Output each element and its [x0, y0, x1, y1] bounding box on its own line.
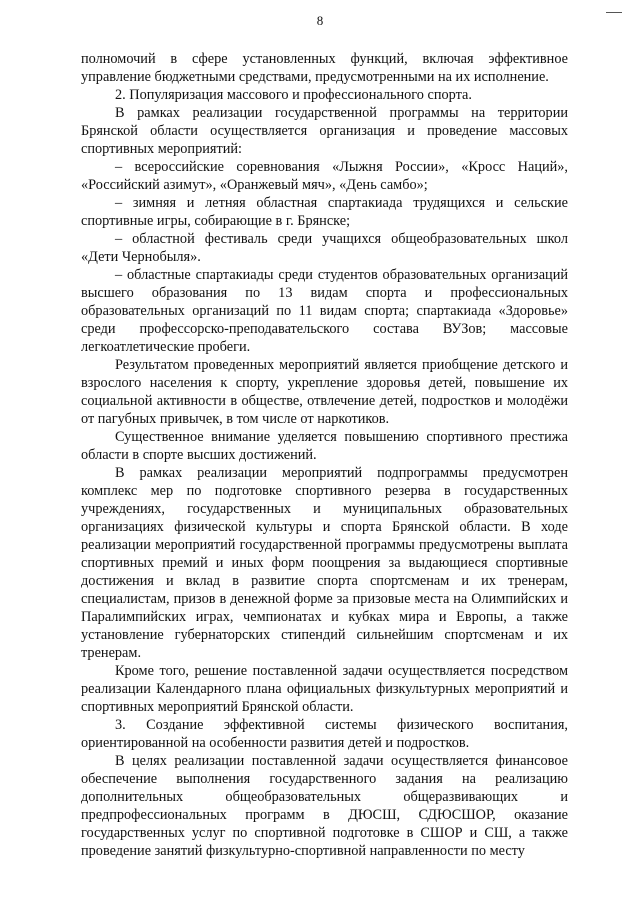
list-item-1: – всероссийские соревнования «Лыжня России», «Кросс Наций», «Российский азимут», «Оранжевый мяч», «День самбо»;	[81, 159, 568, 193]
paragraph-financing: В целях реализации поставленной задачи осуществляется финансовое обеспечение выполнения государственного задания на реализацию дополнительных общеобразовательных общеразвивающих и предпрофессиональных программ в ДЮСШ, СДЮСШОР, оказание государственных услуг по спортивной подготовке в СШОР и СШ, а также проведение занятий физкультурно-спортивной направленности по месту	[81, 753, 568, 859]
paragraph-subprogram: В рамках реализации мероприятий подпрограммы предусмотрен комплекс мер по подготовке спортивного резерва в государственных учреждениях, государственных и муниципальных образовательных организациях физической культуры и спорта Брянской области. В ходе реализации мероприятий государственной программы предусмотрены выплата спортивных премий и иных форм поощрения за выдающиеся спортивные достижения и вклад в развитие спорта спортсменам и их тренерам, специалистам, призов в денежной форме за призовые места на Олимпийских и Паралимпийских играх, чемпионатах и кубках мира и Европы, а также установление губернаторских стипендий сильнейшим спортсменам и их тренерам.	[81, 465, 568, 661]
list-item-4: – областные спартакиады среди студентов образовательных организаций высшего образования по 13 видам спорта и профессиональных образовательных организаций по 11 видам спорта; спартакиада «Здоровье» среди профессорско-преподавательского состава ВУЗов; массовые легкоатлетические пробеги.	[81, 267, 568, 355]
document-body	[81, 50, 568, 860]
paragraph-2: 2. Популяризация массового и профессионального спорта.	[115, 87, 472, 103]
paragraph-prestige: Существенное внимание уделяется повышению спортивного престижа области в спорте высших достижений.	[81, 429, 568, 463]
paragraph-task-3: 3. Создание эффективной системы физического воспитания, ориентированной на особенности развития детей и подростков.	[81, 717, 568, 751]
paragraph-1: полномочий в сфере установленных функций, включая эффективное управление бюджетными средствами, предусмотренными на их исполнение.	[81, 51, 568, 85]
paragraph-3: В рамках реализации государственной программы на территории Брянской области осуществляется организация и проведение массовых спортивных мероприятий:	[81, 105, 568, 157]
page-number: 8	[316, 13, 324, 28]
list-item-3: – областной фестиваль среди учащихся общеобразовательных школ «Дети Чернобыля».	[81, 231, 568, 265]
paragraph-results: Результатом проведенных мероприятий является приобщение детского и взрослого населения к спорту, укрепление здоровья детей, повышение их социальной активности в обществе, отвлечение детей, подростков и молодёжи от пагубных привычек, в том числе от наркотиков.	[81, 357, 568, 427]
list-item-2: – зимняя и летняя областная спартакиада трудящихся и сельские спортивные игры, собирающие в г. Брянске;	[81, 195, 568, 229]
paragraph-calendar: Кроме того, решение поставленной задачи осуществляется посредством реализации Календарного плана официальных физкультурных мероприятий и спортивных мероприятий Брянской области.	[81, 663, 568, 715]
